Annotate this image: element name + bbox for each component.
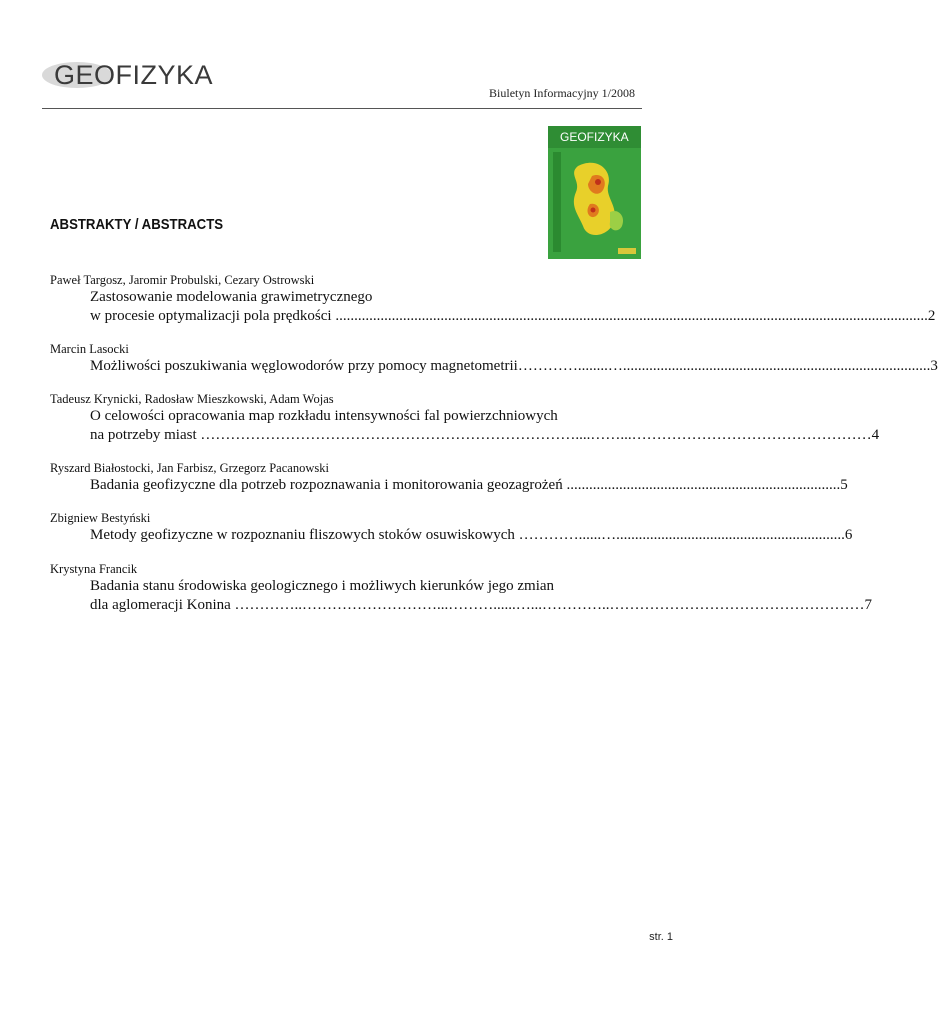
toc-entry [50, 561, 873, 615]
entry-title-line[interactable] [90, 476, 848, 495]
entry-title: Badania geofizyczne dla potrzeb rozpoznawania i monitorowania geozagrożeń [90, 477, 563, 493]
entry-title-line[interactable] [90, 596, 873, 615]
entry-title-line[interactable] [90, 526, 853, 545]
leader-dots: …………......…............................................................. [514, 527, 845, 543]
entry-title-line[interactable] [90, 288, 658, 307]
toc-entry [50, 510, 853, 545]
entry-authors: Ryszard Białostocki, Jan Farbisz, Grzegorz Pacanowski [50, 461, 329, 475]
leader-dots: ......................................................................... [562, 477, 841, 493]
entry-title: O celowości opracowania map rozkładu intensywności fal powierzchniowych [90, 408, 558, 424]
leader-dots: …………..………………………...………......…...…………..…………………………………………… [230, 597, 865, 613]
entry-authors: Tadeusz Krynicki, Radosław Mieszkowski, Adam Wojas [50, 392, 334, 406]
entry-title: Metody geofizyczne w rozpoznaniu fliszowych stoków osuwiskowych [90, 527, 515, 543]
cover-title: GEOFIZYKA [560, 130, 629, 144]
entry-authors: Paweł Targosz, Jaromir Probulski, Cezary Ostrowski [50, 273, 315, 287]
leader-dots: .............................................................................................................................................................. [331, 308, 928, 324]
entry-title-line[interactable] [90, 426, 880, 445]
entry-page: 6 [844, 527, 853, 543]
logo [42, 60, 232, 92]
cover-thumbnail [548, 126, 641, 259]
entry-title-line[interactable] [90, 577, 658, 596]
page-number: str. 1 [649, 931, 673, 943]
entry-title: w procesie optymalizacji pola prędkości [90, 308, 332, 324]
logo-text: GEOFIZYKA [54, 60, 214, 90]
issue-label: Biuletyn Informacyjny 1/2008 [489, 86, 635, 100]
entry-authors: Krystyna Francik [50, 562, 138, 576]
entry-title: dla aglomeracji Konina [90, 597, 231, 613]
entry-authors: Marcin Lasocki [50, 342, 129, 356]
cover-image [548, 126, 641, 259]
entry-page: 7 [864, 597, 873, 613]
entry-title: Możliwości poszukiwania węglowodorów przy pomocy magnetometrii [90, 358, 518, 374]
entry-page: 5 [840, 477, 848, 493]
leader-dots: …………........….................................................................................. [517, 358, 931, 374]
entry-page: 2 [927, 308, 936, 324]
toc-entry [50, 391, 880, 445]
entry-authors: Zbigniew Bestyński [50, 511, 151, 525]
section-title: ABSTRAKTY / ABSTRACTS [50, 216, 224, 233]
entry-page: 3 [930, 358, 938, 374]
toc-entry [50, 272, 936, 326]
entry-title: Badania stanu środowiska geologicznego i możliwych kierunków jego zmian [90, 578, 555, 594]
entry-title: na potrzeby miast [90, 427, 197, 443]
leader-dots: …………………………………………………………………....……...………………………………………… [196, 427, 872, 443]
entry-title-line[interactable] [90, 307, 936, 326]
entry-page: 4 [871, 427, 880, 443]
header-rule [42, 108, 642, 109]
entry-title: Zastosowanie modelowania grawimetrycznego [90, 289, 373, 305]
toc-entry [50, 460, 848, 495]
entry-title-line[interactable] [90, 407, 658, 426]
entry-title-line[interactable] [90, 357, 938, 376]
toc-entry [50, 341, 938, 376]
